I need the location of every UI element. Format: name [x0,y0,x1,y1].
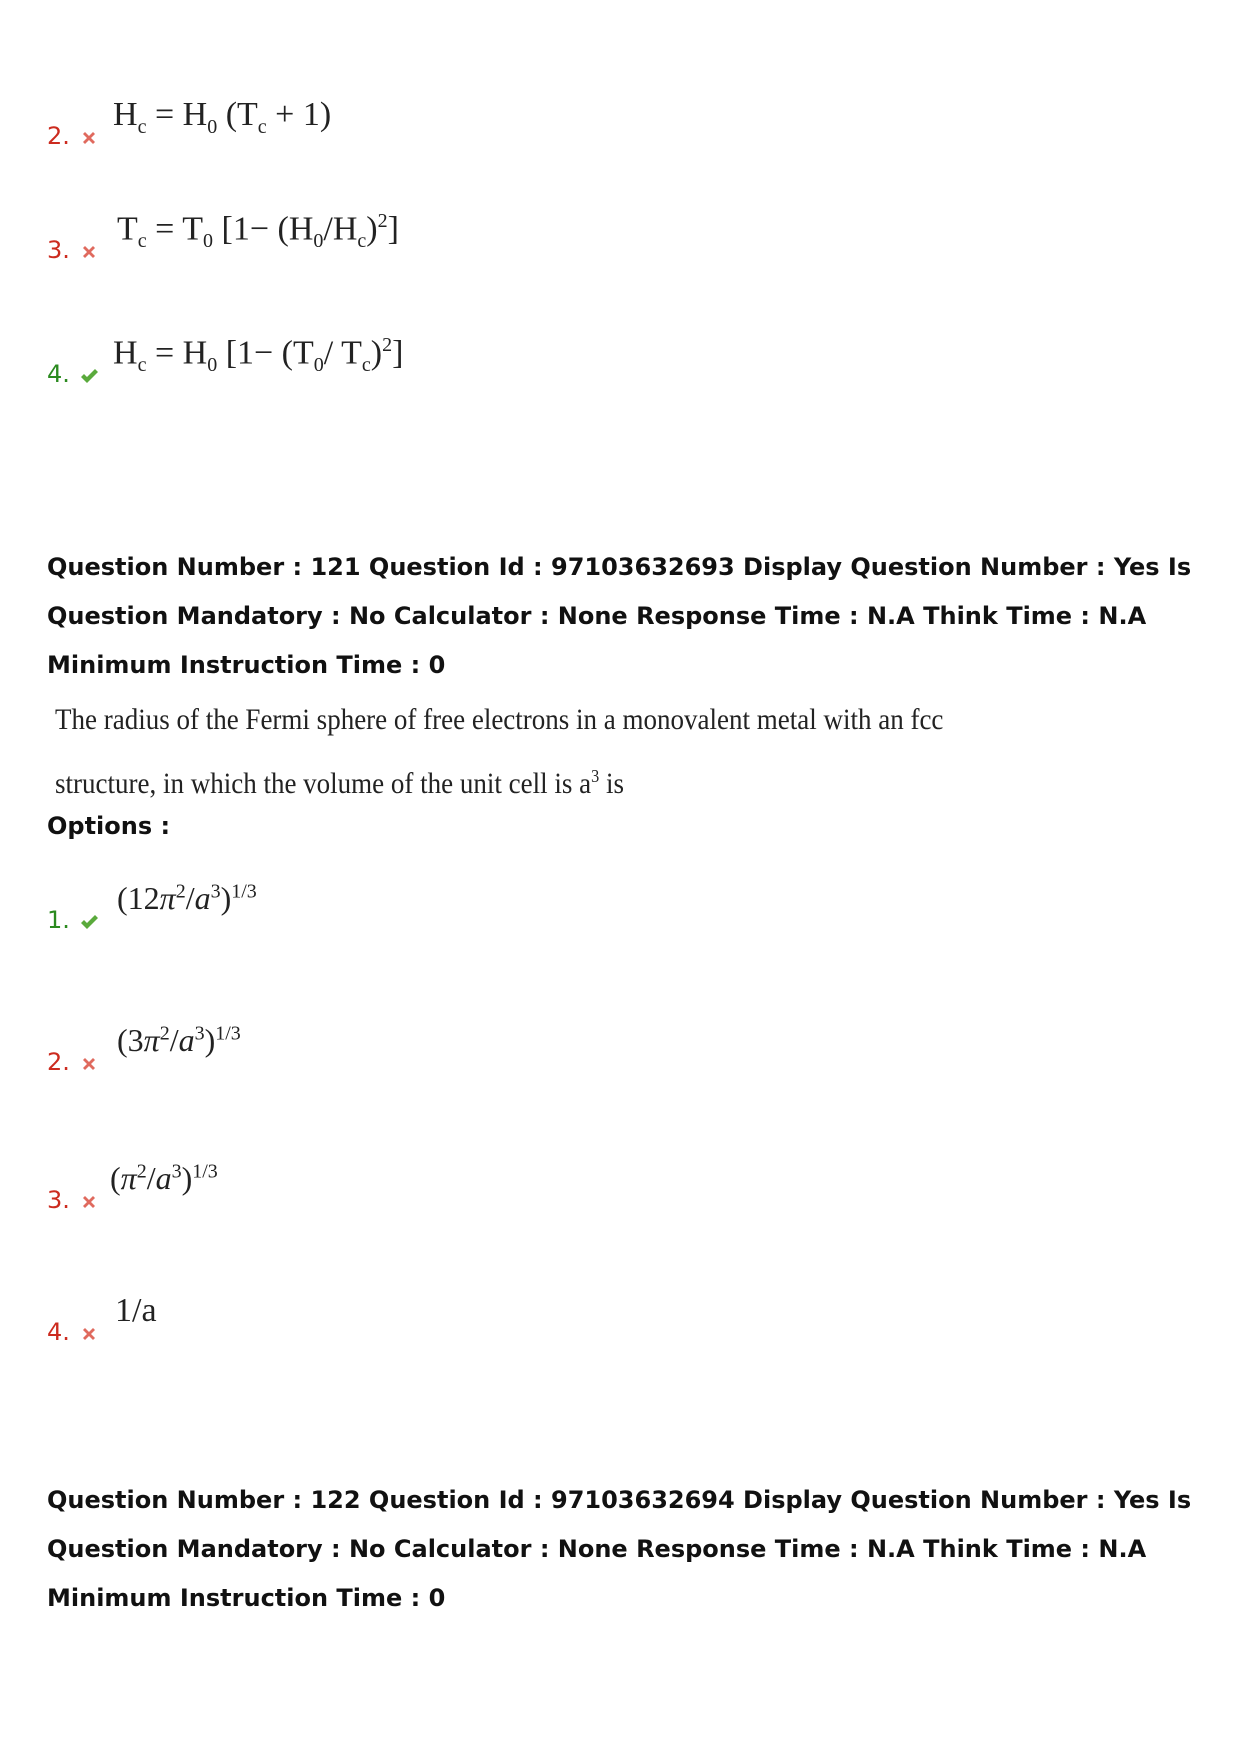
option-4 [47,1292,947,1352]
option-number: 2. [47,122,70,150]
option-number: 3. [47,1186,70,1214]
cross-icon [79,1192,99,1212]
option-number: 4. [47,1318,70,1346]
option-2 [47,96,947,156]
cross-icon [79,242,99,262]
option-3 [47,1160,947,1220]
option-formula: $H_c = H_0$ $(T_c + 1)$ [113,96,332,138]
option-formula: $H_c = H_0$ [$1- (T_0/$ $T_c)^2$] [113,334,404,377]
option-formula: 1/a [115,1292,157,1329]
check-icon [79,366,99,386]
option-formula: $(12\pi^2/a^3)^{1/3}$ [117,880,257,916]
option-number: 2. [47,1048,70,1076]
question-header: Question Number : 122 Question Id : 97103632694 Display Question Number : Yes Is Question Mandatory : No Calculator : None Response Time : N.A Think Time : N.A Minimum Instruction Time : 0 [47,1486,1192,1612]
question-header: Question Number : 121 Question Id : 97103632693 Display Question Number : Yes Is Question Mandatory : No Calculator : None Response Time : N.A Think Time : N.A Minimum Instruction Time : 0 [47,553,1192,679]
check-icon [79,912,99,932]
option-2 [47,1022,947,1082]
cross-icon [79,1054,99,1074]
option-formula: $(\pi^2/a^3)^{1/3}$ [110,1160,218,1196]
option-3 [47,210,947,270]
option-number: 4. [47,360,70,388]
cross-icon [79,1324,99,1344]
option-4 [47,334,947,394]
question-text [55,692,1045,812]
option-number: 3. [47,236,70,264]
options-label: Options : [47,812,171,840]
option-formula: $(3\pi^2/a^3)^{1/3}$ [117,1022,241,1058]
question-text-line: The radius of the Fermi sphere of free electrons in a monovalent metal with an fcc [55,703,944,736]
option-number: 1. [47,906,70,934]
cross-icon [79,128,99,148]
option-formula: $T_c = T_0$ $[1- (H_0/H_c)^2]$ [117,210,399,253]
question-text-line: structure, in which the volume of the unit cell is $a^3$ is [55,766,624,800]
option-1 [47,880,947,940]
